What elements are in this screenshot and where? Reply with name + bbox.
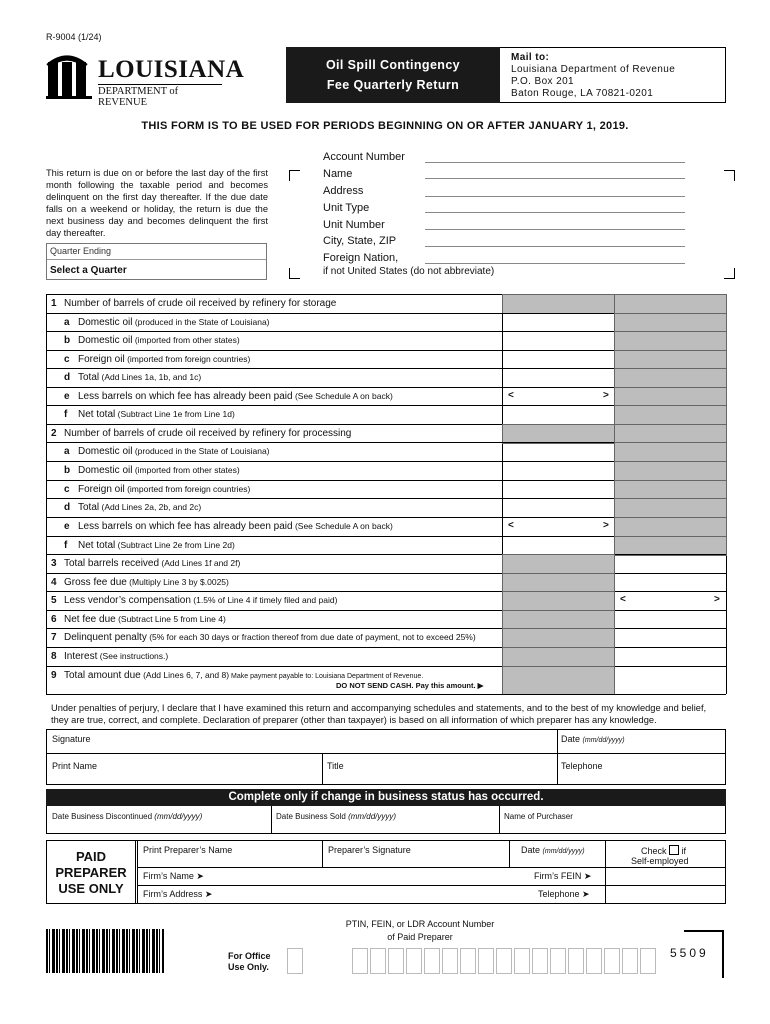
line-text: Net total xyxy=(78,540,116,551)
line-number: 5 xyxy=(51,595,57,606)
title-field[interactable]: Title xyxy=(327,761,344,771)
l1d-label xyxy=(64,372,201,383)
office-use-box xyxy=(640,948,656,974)
print-name-field[interactable]: Print Name xyxy=(52,761,98,771)
account-number-input[interactable] xyxy=(425,162,685,163)
ptin-line2: of Paid Preparer xyxy=(387,932,453,942)
shaded-cell xyxy=(502,610,615,630)
l5-label xyxy=(51,595,337,606)
line-note: (Subtract Line 1e from Line 1d) xyxy=(115,409,235,419)
quarter-label: Quarter Ending xyxy=(50,246,112,256)
l1e-input[interactable] xyxy=(503,388,613,406)
l2b-label xyxy=(64,465,240,476)
line-number: f xyxy=(64,409,68,420)
office-use-box xyxy=(586,948,602,974)
city-state-zip-label: City, State, ZIP xyxy=(323,235,397,247)
l1b-input[interactable] xyxy=(503,332,613,350)
form-code: R-9004 (1/24) xyxy=(46,32,102,42)
right-bracket: > xyxy=(603,390,609,401)
office-use-box xyxy=(388,948,404,974)
line-text: Domestic oil xyxy=(78,446,133,457)
office-use-box xyxy=(287,948,303,974)
shaded-cell xyxy=(614,368,727,388)
line-number: 7 xyxy=(51,632,57,643)
l9-input[interactable] xyxy=(615,667,725,694)
line-number: b xyxy=(64,465,71,476)
foreign-nation-note: if not United States (do not abbreviate) xyxy=(323,266,495,277)
ldr-logo xyxy=(46,54,245,108)
l2d-label xyxy=(64,502,201,513)
line-number: 8 xyxy=(51,651,57,662)
preparer-block xyxy=(46,840,726,904)
line-note: (5% for each 30 days or fraction thereof from due date of payment, not to exceed 25%) xyxy=(146,632,476,642)
due-instructions: This return is due on or before the last day of the first month following the taxable period and becomes delinquent on the first day thereafter. If the due date falls on a weekend or holiday, the return is due the next business day and becomes delinquent the first day thereafter. xyxy=(46,168,268,238)
preparer-signature-field[interactable]: Preparer’s Signature xyxy=(328,845,411,855)
line-number: c xyxy=(64,484,70,495)
address-line2-input[interactable] xyxy=(425,212,685,213)
shaded-cell xyxy=(614,294,727,314)
line-number: c xyxy=(64,354,70,365)
mail-heading: Mail to: xyxy=(511,52,550,63)
purchaser-field[interactable]: Name of Purchaser xyxy=(504,812,573,821)
date-discontinued-field[interactable] xyxy=(52,812,202,821)
line-note: (See Schedule A on back) xyxy=(292,521,393,531)
l1c-input[interactable] xyxy=(503,351,613,369)
shaded-cell xyxy=(614,387,727,407)
line-text: Net fee due xyxy=(64,614,116,625)
date-sold-field[interactable] xyxy=(276,812,396,821)
l2-label xyxy=(51,428,351,439)
status-block xyxy=(46,806,726,834)
shaded-cell xyxy=(614,350,727,370)
line-note: (Add Lines 6, 7, and 8) xyxy=(140,670,230,680)
line-note: (Add Lines 1f and 2f) xyxy=(159,558,241,568)
unit-number-input[interactable] xyxy=(425,229,685,230)
self-employed-checkbox[interactable] xyxy=(669,845,679,855)
l2e-label xyxy=(64,521,393,532)
logo-sub: DEPARTMENT of REVENUE xyxy=(98,86,179,108)
shaded-cell xyxy=(614,331,727,351)
line-note: (See Schedule A on back) xyxy=(292,391,393,401)
preparer-title-3: USE ONLY xyxy=(58,881,124,896)
l4-input[interactable] xyxy=(615,574,725,592)
l8-label xyxy=(51,651,168,662)
mail-to-box xyxy=(500,47,726,103)
signature-field[interactable]: Signature xyxy=(52,734,91,744)
date-discontinued-format: (mm/dd/yyyy) xyxy=(154,812,203,821)
corner-mark xyxy=(289,170,300,181)
l8-input[interactable] xyxy=(615,648,725,666)
office-use-box xyxy=(460,948,476,974)
line-text: Delinquent penalty xyxy=(64,632,147,643)
l1f-label xyxy=(64,409,235,420)
self-employed-text: Self-employed xyxy=(631,856,689,866)
line-text: Total amount due xyxy=(64,670,141,681)
check-if-label: if xyxy=(681,846,687,856)
office-use-box xyxy=(370,948,386,974)
l1-label xyxy=(51,298,336,309)
date-discontinued-label: Date Business Discontinued xyxy=(52,812,153,821)
shaded-cell xyxy=(502,647,615,667)
l2d-input[interactable] xyxy=(503,499,613,517)
l2f-input[interactable] xyxy=(503,537,613,555)
line-text: Less barrels on which fee has already been paid xyxy=(78,391,293,402)
line-text: Number of barrels of crude oil received by refinery for processing xyxy=(64,428,352,439)
l2b-input[interactable] xyxy=(503,462,613,480)
l1a-label xyxy=(64,317,270,328)
shaded-cell xyxy=(614,517,727,537)
form-number: 5509 xyxy=(670,946,709,960)
preparer-title-2: PREPARER xyxy=(55,865,127,880)
foreign-nation-label: Foreign Nation, xyxy=(323,252,399,264)
l2a-label xyxy=(64,446,270,457)
l1f-input[interactable] xyxy=(503,406,613,424)
shaded-cell xyxy=(502,554,615,574)
line-number: f xyxy=(64,540,68,551)
left-bracket: < xyxy=(620,594,626,605)
l2a-input[interactable] xyxy=(503,443,613,461)
line-number: 4 xyxy=(51,577,57,588)
logo-divider xyxy=(98,84,222,85)
office-use-box xyxy=(424,948,440,974)
line-number: a xyxy=(64,446,70,457)
firm-fein-label: Firm’s FEIN ➤ xyxy=(534,871,592,881)
foreign-nation-input[interactable] xyxy=(425,263,685,264)
shaded-cell xyxy=(502,424,615,444)
shaded-cell xyxy=(502,573,615,593)
office-use-box xyxy=(352,948,368,974)
line-text: Domestic oil xyxy=(78,465,133,476)
mail-line1: Louisiana Department of Revenue xyxy=(511,64,676,75)
l6-label xyxy=(51,614,226,625)
barcode-icon xyxy=(46,929,164,973)
l1a-input[interactable] xyxy=(503,314,613,332)
form-number-bracket xyxy=(684,930,724,978)
corner-mark xyxy=(724,268,735,279)
office-use-box xyxy=(514,948,530,974)
shaded-cell xyxy=(614,536,727,556)
line-number: b xyxy=(64,335,71,346)
office-use-box xyxy=(496,948,512,974)
line-note: (imported from other states) xyxy=(132,465,240,475)
office-use-box xyxy=(604,948,620,974)
line-note: (1.5% of Line 4 if timely filed and paid) xyxy=(190,595,338,605)
l2c-input[interactable] xyxy=(503,481,613,499)
line-note: (Add Lines 1a, 1b, and 1c) xyxy=(99,372,202,382)
preparer-title-1: PAID xyxy=(75,849,107,864)
office-use-line2: Use Only. xyxy=(228,962,269,972)
line-number: 1 xyxy=(51,298,57,309)
line-text: Less vendor’s compensation xyxy=(64,595,191,606)
line-note: (produced in the State of Louisiana) xyxy=(132,446,270,456)
line-number: 9 xyxy=(51,670,57,681)
quarter-select[interactable]: Select a Quarter xyxy=(50,265,127,276)
line-text: Foreign oil xyxy=(78,354,125,365)
line-number: 2 xyxy=(51,428,57,439)
line-note: (imported from other states) xyxy=(132,335,240,345)
sign-date-field[interactable] xyxy=(561,734,625,744)
sign-date-label: Date xyxy=(561,734,581,744)
shaded-cell xyxy=(614,480,727,500)
shaded-cell xyxy=(614,498,727,518)
line-text: Net total xyxy=(78,409,116,420)
l2f-label xyxy=(64,540,235,551)
office-use-line1: For Office xyxy=(228,951,271,961)
shaded-cell xyxy=(614,405,727,425)
address-label: Address xyxy=(323,185,364,197)
l6-input[interactable] xyxy=(615,611,725,629)
preparer-telephone-label: Telephone ➤ xyxy=(538,889,590,899)
office-use-box xyxy=(532,948,548,974)
shaded-cell xyxy=(614,461,727,481)
office-use-box xyxy=(442,948,458,974)
shaded-cell xyxy=(502,294,615,314)
left-bracket: < xyxy=(508,520,514,531)
l3-label xyxy=(51,558,240,569)
address-input[interactable] xyxy=(425,196,685,197)
self-employed-label xyxy=(641,845,686,856)
logo-name: LOUISIANA xyxy=(98,56,245,83)
l2c-label xyxy=(64,484,250,495)
check-label: Check xyxy=(641,846,667,856)
preparer-date-format: (mm/dd/yyyy) xyxy=(542,848,585,855)
line-text: Total xyxy=(78,502,100,513)
signature-block xyxy=(46,729,726,785)
shaded-cell xyxy=(614,424,727,444)
account-number-label: Account Number xyxy=(323,151,405,163)
l5-input[interactable] xyxy=(615,592,725,610)
line-text: Gross fee due xyxy=(64,577,127,588)
line-text: Less barrels on which fee has already been paid xyxy=(78,521,293,532)
firm-address-label: Firm’s Address ➤ xyxy=(143,889,213,899)
unit-number-label: Unit Number xyxy=(323,219,385,231)
office-use-box xyxy=(406,948,422,974)
office-use-box xyxy=(568,948,584,974)
line-note: (Multiply Line 3 by $.0025) xyxy=(126,577,229,587)
line-note: (Subtract Line 5 from Line 4) xyxy=(115,614,226,624)
period-notice: THIS FORM IS TO BE USED FOR PERIODS BEGINNING ON OR AFTER JANUARY 1, 2019. xyxy=(141,120,629,132)
l3-input[interactable] xyxy=(615,555,725,573)
shaded-cell xyxy=(614,313,727,333)
date-sold-format: (mm/dd/yyyy) xyxy=(348,812,397,821)
preparer-name-field[interactable]: Print Preparer’s Name xyxy=(143,845,233,855)
line-text: Foreign oil xyxy=(78,484,125,495)
l1b-label xyxy=(64,335,240,346)
corner-mark xyxy=(724,170,735,181)
line-number: 3 xyxy=(51,558,57,569)
l1d-input[interactable] xyxy=(503,369,613,387)
office-use-box xyxy=(478,948,494,974)
l2e-input[interactable] xyxy=(503,518,613,536)
name-input[interactable] xyxy=(425,178,685,179)
title-line2: Fee Quarterly Return xyxy=(326,78,460,92)
line-text: Domestic oil xyxy=(78,317,133,328)
line-text: Total barrels received xyxy=(64,558,160,569)
quarter-ending-field[interactable] xyxy=(46,243,267,280)
date-sold-label: Date Business Sold xyxy=(276,812,346,821)
l4-label xyxy=(51,577,229,588)
shaded-cell xyxy=(502,628,615,648)
sign-date-format: (mm/dd/yyyy) xyxy=(582,737,625,744)
preparer-title-box xyxy=(47,841,138,903)
line-note: (See instructions.) xyxy=(97,651,169,661)
l1e-label xyxy=(64,391,393,402)
pelican-logo-icon xyxy=(46,54,96,100)
line-note: (Add Lines 2a, 2b, and 2c) xyxy=(99,502,202,512)
status-heading: Complete only if change in business status has occurred. xyxy=(46,789,726,806)
no-cash-note: DO NOT SEND CASH. Pay this amount. ▶ xyxy=(336,681,484,690)
line-number: 6 xyxy=(51,614,57,625)
firm-name-label: Firm’s Name ➤ xyxy=(143,871,204,881)
l1c-label xyxy=(64,354,250,365)
mail-line2: P.O. Box 201 xyxy=(511,76,574,87)
city-state-zip-input[interactable] xyxy=(425,246,685,247)
line-text: Domestic oil xyxy=(78,335,133,346)
telephone-field[interactable]: Telephone xyxy=(561,761,603,771)
payment-note: Make payment payable to: Louisiana Department of Revenue. xyxy=(229,673,424,680)
l7-label xyxy=(51,632,476,643)
right-bracket: > xyxy=(714,594,720,605)
shaded-cell xyxy=(614,442,727,462)
corner-mark xyxy=(289,268,300,279)
line-note: (imported from foreign countries) xyxy=(124,354,251,364)
line-text: Number of barrels of crude oil received by refinery for storage xyxy=(64,298,337,309)
line-text: Total xyxy=(78,372,100,383)
ptin-line1: PTIN, FEIN, or LDR Account Number xyxy=(345,919,495,929)
shaded-cell xyxy=(502,591,615,611)
title-box xyxy=(286,47,500,103)
l9-label xyxy=(51,670,423,681)
mail-line3: Baton Rouge, LA 70821-0201 xyxy=(511,88,654,99)
line-number: e xyxy=(64,391,70,402)
office-use-box xyxy=(550,948,566,974)
line-note: (imported from foreign countries) xyxy=(124,484,251,494)
l7-input[interactable] xyxy=(615,629,725,647)
perjury-statement: Under penalties of perjury, I declare that I have examined this return and accompanying schedules and statements, and to the best of my knowledge and belief, they are true, correct, and complete. Declaration of preparer (other than taxpayer) is based on all information of which preparer has any knowledge. xyxy=(51,703,707,725)
name-label: Name xyxy=(323,168,353,180)
unit-type-label: Unit Type xyxy=(323,202,370,214)
line-number: e xyxy=(64,521,70,532)
right-bracket: > xyxy=(603,520,609,531)
left-bracket: < xyxy=(508,390,514,401)
title-line1: Oil Spill Contingency xyxy=(325,58,461,72)
line-number: d xyxy=(64,372,71,383)
line-note: (produced in the State of Louisiana) xyxy=(132,317,270,327)
preparer-date-label: Date xyxy=(521,845,541,855)
line-number: d xyxy=(64,502,71,513)
line-note: (Subtract Line 2e from Line 2d) xyxy=(115,540,235,550)
line-text: Interest xyxy=(64,651,98,662)
line-number: a xyxy=(64,317,70,328)
preparer-date-field[interactable] xyxy=(521,845,585,855)
office-use-box xyxy=(622,948,638,974)
shaded-cell xyxy=(502,666,615,695)
